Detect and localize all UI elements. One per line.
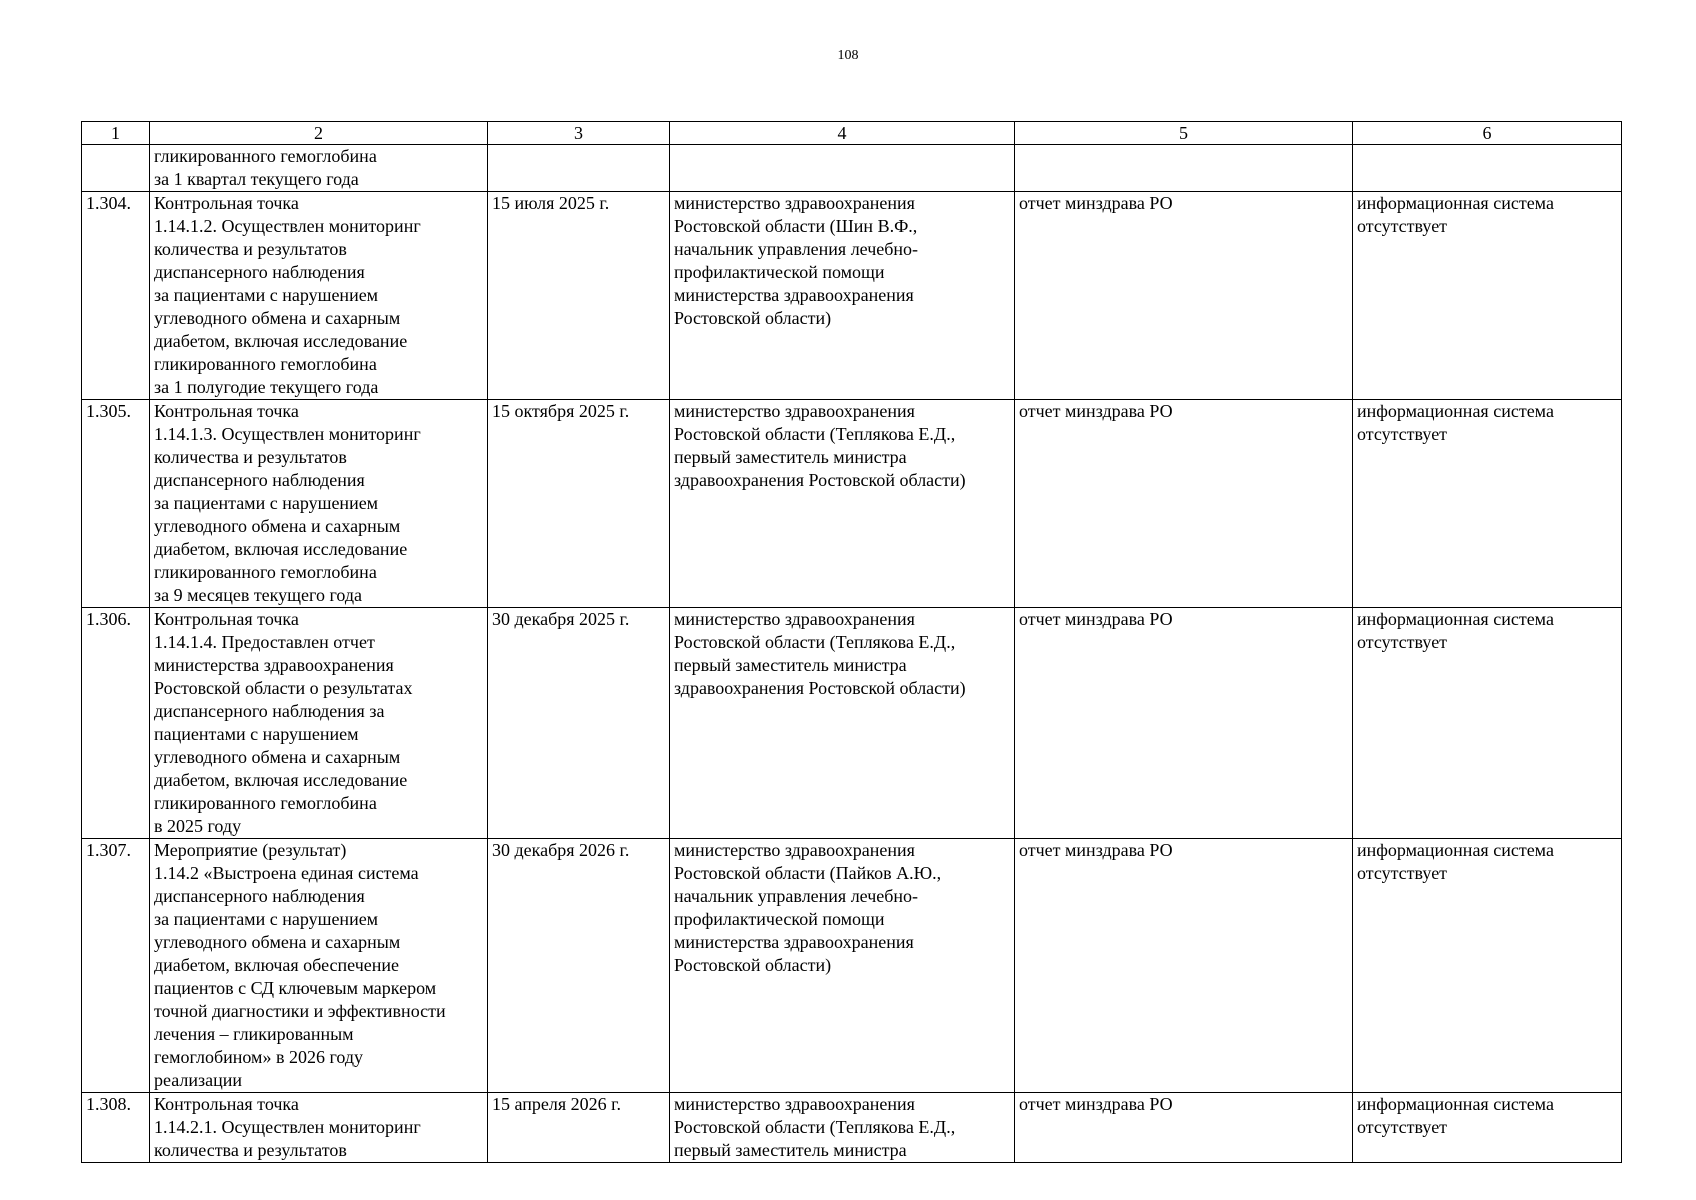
responsible-party-line: министерство здравоохранения: [674, 840, 915, 860]
item-name-line: гликированного гемоглобина: [154, 793, 377, 813]
responsible-party-line: министерство здравоохранения: [674, 1094, 915, 1114]
item-name-line: 1.14.1.3. Осуществлен мониторинг: [154, 424, 421, 444]
responsible-party-line: Ростовской области): [674, 308, 832, 328]
info-system-line: информационная система: [1357, 1094, 1554, 1114]
item-name-line: Контрольная точка: [154, 609, 299, 629]
item-name-line: за 1 квартал текущего года: [154, 169, 359, 189]
item-name-line: углеводного обмена и сахарным: [154, 308, 401, 328]
responsible-party: [670, 1093, 1015, 1163]
item-name-line: гликированного гемоглобина: [154, 562, 377, 582]
document-type: отчет минздрава РО: [1015, 400, 1353, 608]
item-name-line: в 2025 году: [154, 816, 242, 836]
item-name-line: 1.14.2 «Выстроена единая система: [154, 863, 419, 883]
column-header-5: 5: [1015, 122, 1353, 145]
item-name-line: диспансерного наблюдения: [154, 886, 365, 906]
item-name-line: Контрольная точка: [154, 1094, 299, 1114]
item-name-line: диабетом, включая исследование: [154, 770, 408, 790]
table-row: [82, 192, 1622, 400]
due-date: 15 октября 2025 г.: [488, 400, 670, 608]
item-name-line: Мероприятие (результат): [154, 840, 347, 860]
info-system-line: информационная система: [1357, 193, 1554, 213]
info-system-line: информационная система: [1357, 401, 1554, 421]
responsible-party-line: Ростовской области (Пайков А.Ю.,: [674, 863, 942, 883]
responsible-party-line: министерство здравоохранения: [674, 609, 915, 629]
schedule-table: [81, 121, 1622, 1163]
responsible-party: [670, 400, 1015, 608]
table-body: [82, 145, 1622, 1163]
responsible-party-line: здравоохранения Ростовской области): [674, 678, 966, 698]
row-number: 1.307.: [82, 839, 150, 1093]
table-row: [82, 608, 1622, 839]
responsible-party-line: Ростовской области (Теплякова Е.Д.,: [674, 632, 956, 652]
item-name-line: гликированного гемоглобина: [154, 354, 377, 374]
item-name-line: за пациентами с нарушением: [154, 909, 379, 929]
responsible-party-line: Ростовской области (Теплякова Е.Д.,: [674, 424, 956, 444]
column-header-6: 6: [1353, 122, 1622, 145]
responsible-party: [670, 608, 1015, 839]
item-name-line: Контрольная точка: [154, 401, 299, 421]
item-name-line: количества и результатов: [154, 447, 347, 467]
item-name-line: гликированного гемоглобина: [154, 146, 377, 166]
item-name-line: Контрольная точка: [154, 193, 299, 213]
item-name: [150, 192, 488, 400]
due-date: 30 декабря 2025 г.: [488, 608, 670, 839]
item-name: [150, 145, 488, 192]
row-number: 1.308.: [82, 1093, 150, 1163]
info-system: [1353, 400, 1622, 608]
responsible-party-line: первый заместитель министра: [674, 655, 907, 675]
item-name-line: диабетом, включая исследование: [154, 331, 408, 351]
info-system-line: отсутствует: [1357, 632, 1448, 652]
item-name-line: министерства здравоохранения: [154, 655, 394, 675]
item-name-line: за пациентами с нарушением: [154, 285, 379, 305]
item-name-line: гемоглобином» в 2026 году: [154, 1047, 364, 1067]
responsible-party-line: начальник управления лечебно-: [674, 886, 919, 906]
column-header-3: 3: [488, 122, 670, 145]
info-system: [1353, 192, 1622, 400]
item-name-line: диабетом, включая обеспечение: [154, 955, 399, 975]
item-name-line: диспансерного наблюдения за: [154, 701, 385, 721]
item-name-line: диабетом, включая исследование: [154, 539, 408, 559]
item-name-line: лечения – гликированным: [154, 1024, 354, 1044]
responsible-party-line: Ростовской области (Теплякова Е.Д.,: [674, 1117, 956, 1137]
info-system: [1353, 145, 1622, 192]
due-date: 30 декабря 2026 г.: [488, 839, 670, 1093]
document-type: [1015, 145, 1353, 192]
responsible-party: [670, 192, 1015, 400]
due-date: 15 апреля 2026 г.: [488, 1093, 670, 1163]
column-header-1: 1: [82, 122, 150, 145]
column-header-2: 2: [150, 122, 488, 145]
column-header-4: 4: [670, 122, 1015, 145]
info-system-line: отсутствует: [1357, 1117, 1448, 1137]
item-name-line: 1.14.2.1. Осуществлен мониторинг: [154, 1117, 421, 1137]
row-number: 1.305.: [82, 400, 150, 608]
responsible-party: [670, 145, 1015, 192]
item-name-line: углеводного обмена и сахарным: [154, 932, 401, 952]
item-name-line: 1.14.1.4. Предоставлен отчет: [154, 632, 375, 652]
table-row: [82, 400, 1622, 608]
item-name: [150, 400, 488, 608]
table-row: [82, 145, 1622, 192]
info-system-line: информационная система: [1357, 609, 1554, 629]
document-type: отчет минздрава РО: [1015, 192, 1353, 400]
item-name-line: за 1 полугодие текущего года: [154, 377, 379, 397]
item-name-line: углеводного обмена и сахарным: [154, 747, 401, 767]
responsible-party-line: профилактической помощи: [674, 262, 885, 282]
responsible-party-line: начальник управления лечебно-: [674, 239, 919, 259]
document-type: отчет минздрава РО: [1015, 839, 1353, 1093]
due-date: [488, 145, 670, 192]
column-number-row: [82, 122, 1622, 145]
responsible-party-line: Ростовской области): [674, 955, 832, 975]
item-name-line: пациентами с нарушением: [154, 724, 359, 744]
responsible-party-line: здравоохранения Ростовской области): [674, 470, 966, 490]
item-name: [150, 608, 488, 839]
item-name-line: Ростовской области о результатах: [154, 678, 413, 698]
due-date: 15 июля 2025 г.: [488, 192, 670, 400]
responsible-party-line: министерство здравоохранения: [674, 401, 915, 421]
item-name-line: точной диагностики и эффективности: [154, 1001, 446, 1021]
page-number: 108: [837, 48, 859, 63]
item-name-line: диспансерного наблюдения: [154, 470, 365, 490]
item-name-line: углеводного обмена и сахарным: [154, 516, 401, 536]
info-system-line: отсутствует: [1357, 216, 1448, 236]
info-system-line: отсутствует: [1357, 424, 1448, 444]
responsible-party-line: первый заместитель министра: [674, 1140, 907, 1160]
info-system-line: отсутствует: [1357, 863, 1448, 883]
item-name-line: за 9 месяцев текущего года: [154, 585, 363, 605]
table-row: [82, 839, 1622, 1093]
info-system: [1353, 608, 1622, 839]
item-name-line: пациентов с СД ключевым маркером: [154, 978, 437, 998]
document-type: отчет минздрава РО: [1015, 608, 1353, 839]
responsible-party-line: профилактической помощи: [674, 909, 885, 929]
row-number: 1.304.: [82, 192, 150, 400]
responsible-party-line: министерство здравоохранения: [674, 193, 915, 213]
item-name: [150, 1093, 488, 1163]
item-name-line: за пациентами с нарушением: [154, 493, 379, 513]
info-system-line: информационная система: [1357, 840, 1554, 860]
responsible-party-line: Ростовской области (Шин В.Ф.,: [674, 216, 918, 236]
row-number: 1.306.: [82, 608, 150, 839]
info-system: [1353, 839, 1622, 1093]
item-name-line: диспансерного наблюдения: [154, 262, 365, 282]
responsible-party: [670, 839, 1015, 1093]
item-name-line: реализации: [154, 1070, 242, 1090]
item-name-line: количества и результатов: [154, 239, 347, 259]
item-name-line: 1.14.1.2. Осуществлен мониторинг: [154, 216, 421, 236]
responsible-party-line: министерства здравоохранения: [674, 285, 914, 305]
responsible-party-line: первый заместитель министра: [674, 447, 907, 467]
row-number: [82, 145, 150, 192]
info-system: [1353, 1093, 1622, 1163]
table-row: [82, 1093, 1622, 1163]
responsible-party-line: министерства здравоохранения: [674, 932, 914, 952]
item-name-line: количества и результатов: [154, 1140, 347, 1160]
document-type: отчет минздрава РО: [1015, 1093, 1353, 1163]
item-name: [150, 839, 488, 1093]
